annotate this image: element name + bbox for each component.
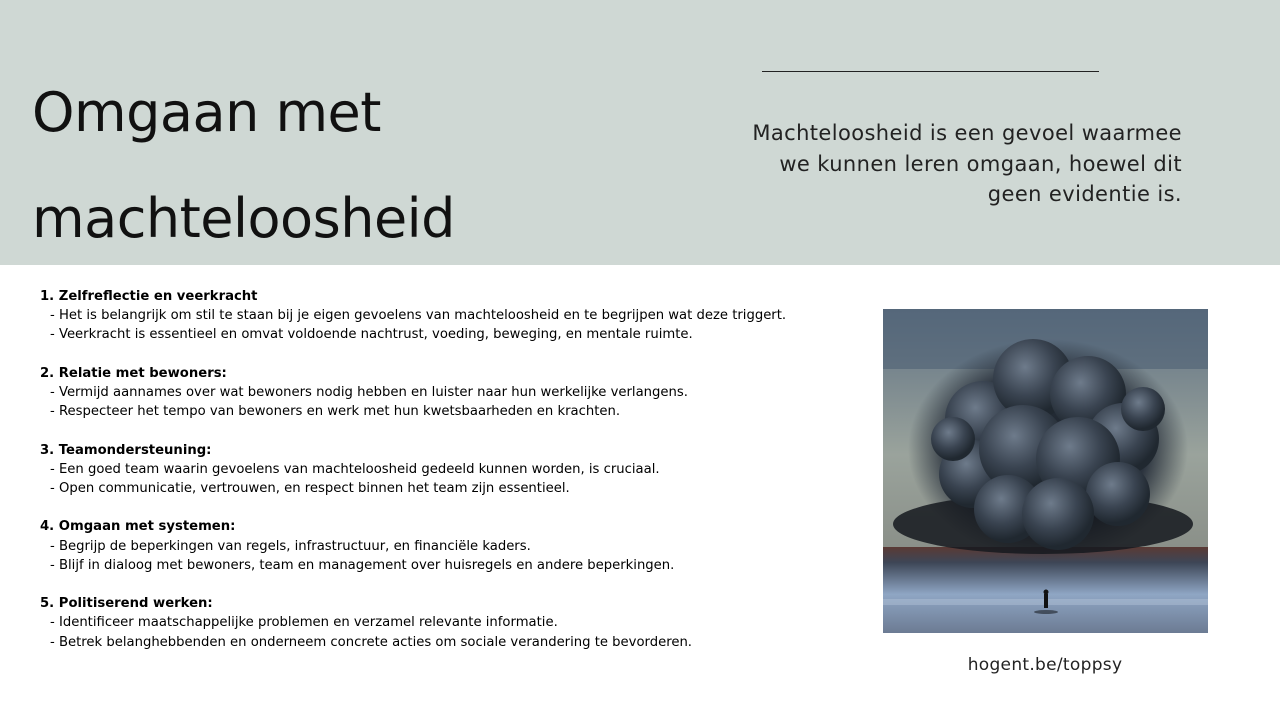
footer-link[interactable]: hogent.be/toppsy (967, 655, 1123, 675)
decorative-rule (762, 71, 1099, 72)
bullet-item: - Open communicatie, vertrouwen, en respect binnen het team zijn essentieel. (50, 481, 570, 496)
section-5 (40, 594, 840, 652)
title-line-1: Omgaan met (32, 81, 381, 144)
bullet-item: - Veerkracht is essentieel en omvat voldoende nachtrust, voeding, beweging, en mentale ruimte. (50, 327, 693, 343)
bullet-item: - Vermijd aannames over wat bewoners nodig hebben en luister naar hun werkelijke verlangens. (50, 385, 688, 400)
bullet-item: - Het is belangrijk om stil te staan bij je eigen gevoelens van machteloosheid en te begrijpen wat deze triggert. (50, 308, 787, 324)
bullet-item: - Betrek belanghebbenden en onderneem concrete acties om sociale verandering te bevorderen. (50, 634, 692, 650)
content-list (40, 287, 840, 671)
section-heading: 4. Omgaan met systemen: (40, 519, 236, 535)
slide-title (32, 60, 672, 272)
bullet-item: - Respecteer het tempo van bewoners en werk met hun kwetsbaarheden en krachten. (50, 404, 621, 420)
section-heading: 2. Relatie met bewoners: (40, 365, 227, 381)
bullet-item: - Blijf in dialoog met bewoners, team en management over huisregels en andere beperkingen. (50, 557, 675, 573)
slide-subtitle (690, 118, 1182, 210)
section-heading: 1. Zelfreflectie en veerkracht (40, 289, 258, 304)
storm-cloud-illustration (883, 309, 1208, 633)
header-band (0, 0, 1280, 265)
section-2 (40, 364, 840, 422)
subtitle-line-1: Machteloosheid is een gevoel waarmee (752, 121, 1182, 145)
section-heading: 3. Teamondersteuning: (40, 442, 212, 458)
title-line-2: machteloosheid (32, 187, 455, 250)
section-heading: 5. Politiserend werken: (40, 596, 213, 612)
subtitle-line-3: geen evidentie is. (987, 182, 1182, 206)
section-4 (40, 517, 840, 575)
subtitle-line-2: we kunnen leren omgaan, hoewel dit (779, 151, 1182, 176)
section-3 (40, 441, 840, 499)
bullet-item: - Een goed team waarin gevoelens van machteloosheid gedeeld kunnen worden, is cruciaal. (50, 461, 660, 477)
bullet-item: - Identificeer maatschappelijke problemen en verzamel relevante informatie. (50, 615, 558, 631)
section-1 (40, 287, 840, 345)
bullet-item: - Begrijp de beperkingen van regels, infrastructuur, en financiële kaders. (50, 538, 531, 554)
